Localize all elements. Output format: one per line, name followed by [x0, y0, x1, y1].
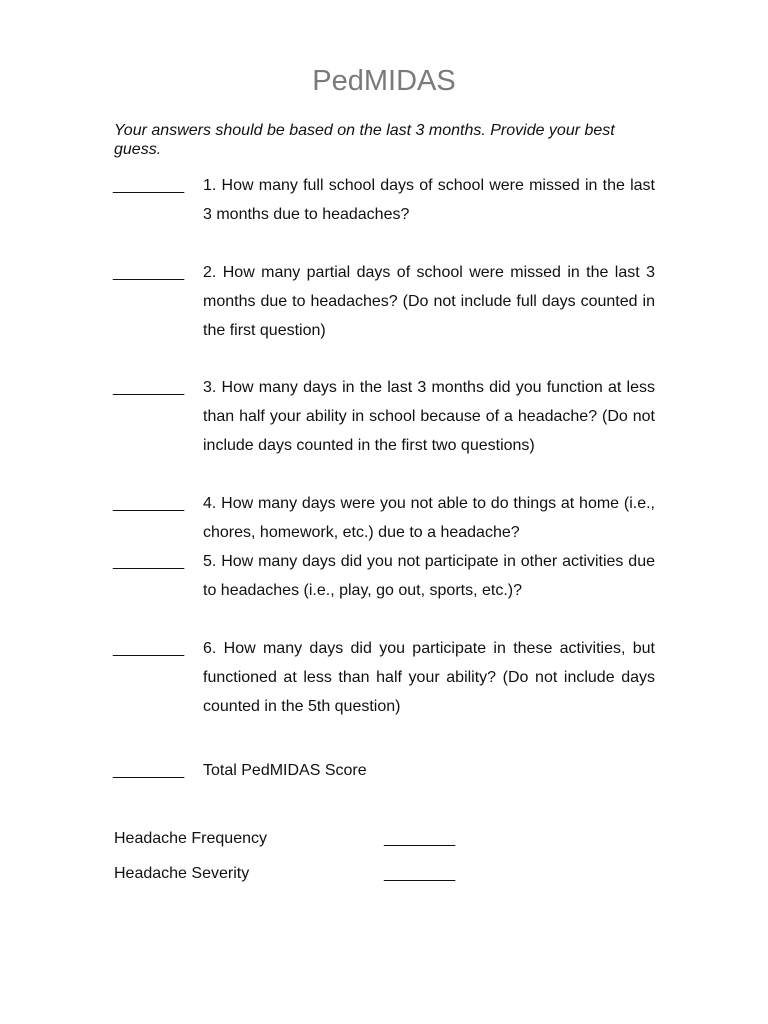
answer-blank-total[interactable]: ________ [113, 762, 185, 779]
answer-blank-severity[interactable]: ________ [384, 865, 456, 882]
question-6-text: 6. How many days did you participate in these activities, but functioned at less than half your ability? (Do not include days counted in the 5th question) [203, 640, 655, 715]
headache-severity-label: Headache Severity [114, 865, 250, 882]
instructions-text: Your answers should be based on the last 3 months. Provide your best guess. [114, 122, 615, 158]
question-1-text: 1. How many full school days of school were missed in the last 3 months due to headaches? [203, 177, 655, 223]
question-4-text: 4. How many days were you not able to do things at home (i.e., chores, homework, etc.) due to a headache? [203, 495, 655, 541]
page-title: PedMIDAS [312, 65, 456, 97]
question-3-text: 3. How many days in the last 3 months did you function at less than half your ability in school because of a headache? (Do not include days counted in the first two questions) [203, 379, 655, 454]
answer-blank-q4[interactable]: ________ [113, 495, 185, 512]
answer-blank-q1[interactable]: ________ [113, 177, 185, 194]
total-score-label: Total PedMIDAS Score [203, 762, 367, 779]
answer-blank-q5[interactable]: ________ [113, 553, 185, 570]
question-2-text: 2. How many partial days of school were missed in the last 3 months due to headaches? (Do not include full days counted in the first question) [203, 264, 655, 339]
headache-frequency-label: Headache Frequency [114, 830, 267, 847]
question-5-text: 5. How many days did you not participate in other activities due to headaches (i.e., play, go out, sports, etc.)? [203, 553, 655, 599]
answer-blank-q3[interactable]: ________ [113, 379, 185, 396]
answer-blank-q6[interactable]: ________ [113, 640, 185, 657]
answer-blank-q2[interactable]: ________ [113, 264, 185, 281]
answer-blank-frequency[interactable]: ________ [384, 830, 456, 847]
